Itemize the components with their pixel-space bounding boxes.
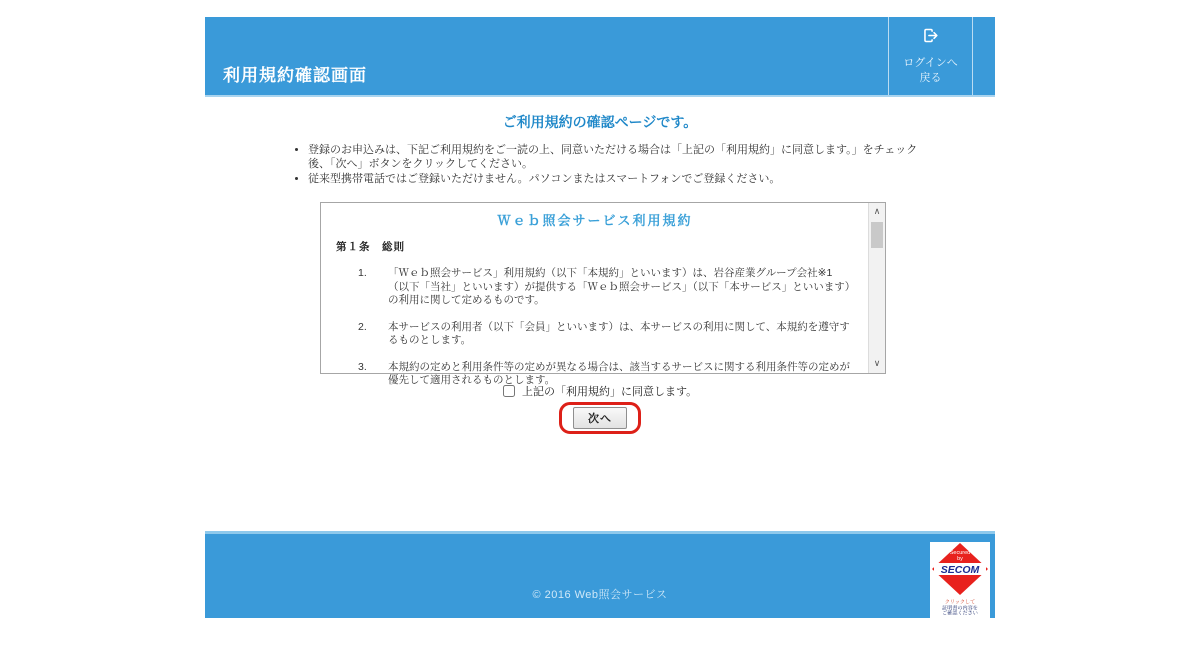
next-button[interactable]: 次へ	[573, 407, 627, 429]
page-header	[205, 17, 995, 97]
terms-clause: 2. 本サービスの利用者（以下「会員」といいます）は、本サービスの利用に関して、本規約を遵守するものとします。	[358, 320, 850, 346]
page-footer	[205, 531, 995, 618]
terms-clause: 3. 本規約の定めと利用条件等の定めが異なる場合は、該当するサービスに関する利用条件等の定めが優先して適用されるものとします。	[358, 360, 850, 386]
terms-scrollbar[interactable]	[868, 203, 885, 373]
instruction-item: • 従来型携帯電話ではご登録いただけません。パソコンまたはスマートフォンでご登録ください。	[308, 172, 933, 186]
copyright-text: © 2016 Web照会サービス	[532, 589, 668, 601]
svg-text:SECOM: SECOM	[940, 564, 980, 576]
main-content	[205, 97, 995, 531]
terms-scrollbox	[320, 202, 886, 386]
svg-text:by: by	[957, 556, 963, 562]
instruction-list	[308, 143, 933, 186]
scrollbar-thumb[interactable]	[871, 222, 883, 248]
logout-icon	[921, 26, 940, 50]
svg-text:Secured: Secured	[949, 550, 971, 556]
back-to-login-button[interactable]	[888, 17, 973, 95]
red-highlight-annotation	[559, 402, 641, 434]
confirmation-heading: ご利用規約の確認ページです。	[502, 114, 698, 130]
page-title: 利用規約確認画面	[223, 66, 367, 85]
next-row	[205, 402, 995, 434]
secom-seal-note: クリックして 証明書の内容を ご確認ください	[942, 600, 978, 617]
terms-title: Ｗｅｂ照会サービス利用規約	[497, 213, 693, 228]
secom-security-seal[interactable]	[930, 542, 990, 619]
page-container	[205, 17, 995, 618]
terms-section-heading: 第１条 総則	[336, 241, 405, 253]
back-to-login-label: ログインへ 戻る	[903, 57, 958, 84]
agree-label-wrap[interactable]	[503, 386, 697, 398]
terms-clause: 1. 「Ｗｅｂ照会サービス」利用規約（以下「本規約」といいます）は、岩谷産業グループ会社※1（以下「当社」といいます）が提供する「Ｗｅｂ照会サービス」（以下「本サービス」といいます）の利用に関して定めるものです。	[358, 267, 850, 306]
secom-logo-icon	[932, 543, 988, 600]
agree-label: 上記の「利用規約」に同意します。	[521, 386, 698, 398]
instruction-item: • 登録のお申込みは、下記ご利用規約をご一読の上、同意いただける場合は「上記の「利用規約」に同意します。」をチェック後、「次へ」ボタンをクリックしてください。	[308, 143, 933, 171]
scroll-up-arrow-icon[interactable]: ∧	[873, 206, 881, 216]
scroll-down-arrow-icon[interactable]: ∨	[873, 358, 881, 368]
terms-text-area	[321, 203, 868, 386]
